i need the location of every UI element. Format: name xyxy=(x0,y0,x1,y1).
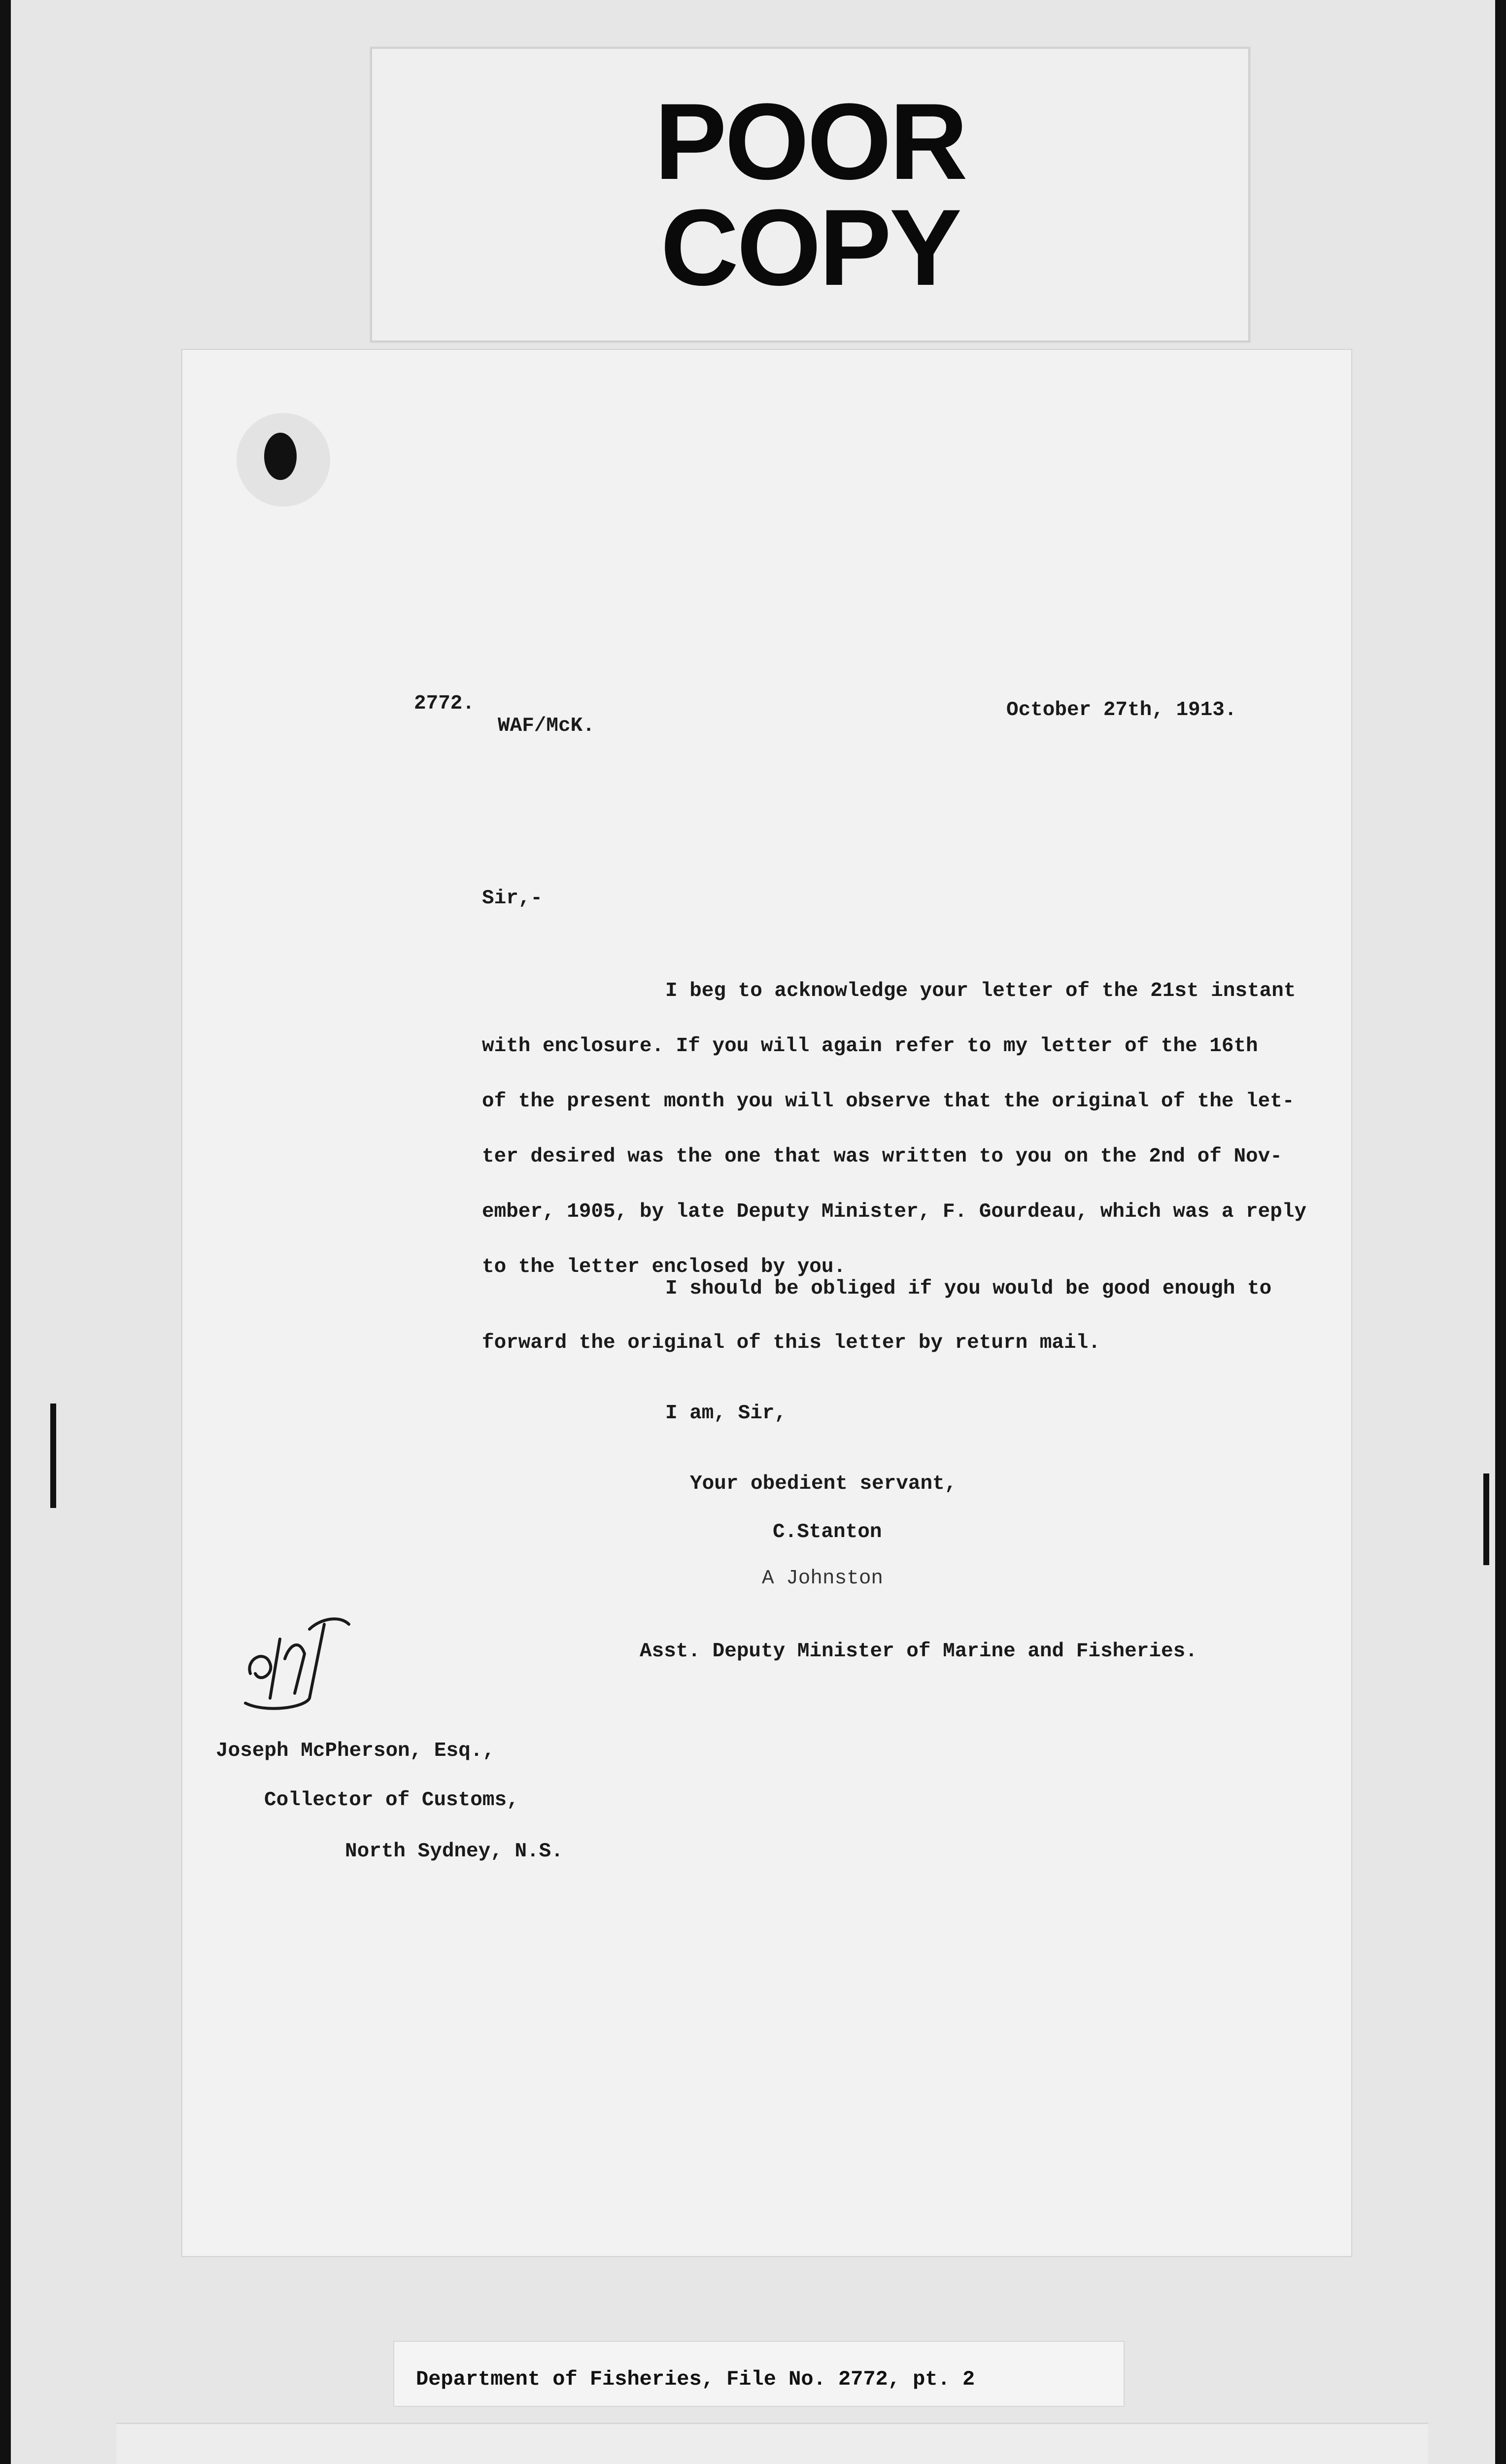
file-number: 2772. xyxy=(414,692,475,715)
public-archives-label xyxy=(116,2423,1428,2464)
file-label-text: Department of Fisheries, File No. 2772, pt. 2 xyxy=(416,2367,975,2391)
film-mark-right xyxy=(1483,1473,1489,1565)
letter-date: October 27th, 1913. xyxy=(1006,699,1237,721)
letter-page xyxy=(181,349,1352,2257)
body-line: forward the original of this letter by return mail. xyxy=(482,1332,1100,1354)
address-line: North Sydney, N.S. xyxy=(345,1840,563,1863)
salutation: Sir,- xyxy=(482,887,543,910)
body-line: I beg to acknowledge your letter of the 21st instant xyxy=(665,980,1296,1002)
body-line: I should be obliged if you would be good enough to xyxy=(665,1277,1272,1300)
body-line: with enclosure. If you will again refer to my letter of the 16th xyxy=(482,1035,1258,1058)
closing: I am, Sir, xyxy=(665,1402,787,1425)
valediction: Your obedient servant, xyxy=(690,1472,957,1495)
film-edge-right xyxy=(1495,0,1506,2464)
body-line: ter desired was the one that was written to you on the 2nd of Nov- xyxy=(482,1145,1282,1168)
poor-copy-line1: POOR xyxy=(654,81,966,202)
body-line: ember, 1905, by late Deputy Minister, F. Gourdeau, which was a reply xyxy=(482,1200,1307,1223)
body-line: to the letter enclosed by you. xyxy=(482,1256,846,1278)
film-mark-left xyxy=(50,1403,56,1508)
address-line: Collector of Customs, xyxy=(264,1789,519,1812)
signature-name: C.Stanton xyxy=(773,1521,882,1543)
signature-title: Asst. Deputy Minister of Marine and Fisheries. xyxy=(640,1640,1198,1663)
punch-hole xyxy=(264,433,297,480)
signature-name-2: A Johnston xyxy=(762,1567,884,1590)
handwritten-initials-icon xyxy=(236,1600,364,1718)
file-label xyxy=(393,2341,1125,2407)
address-line: Joseph McPherson, Esq., xyxy=(216,1740,495,1762)
film-edge-left xyxy=(0,0,11,2464)
poor-copy-label xyxy=(371,47,1250,342)
body-line: of the present month you will observe that the original of the let- xyxy=(482,1090,1295,1113)
poor-copy-line2: COPY xyxy=(660,187,960,308)
reference-initials: WAF/McK. xyxy=(498,715,595,737)
